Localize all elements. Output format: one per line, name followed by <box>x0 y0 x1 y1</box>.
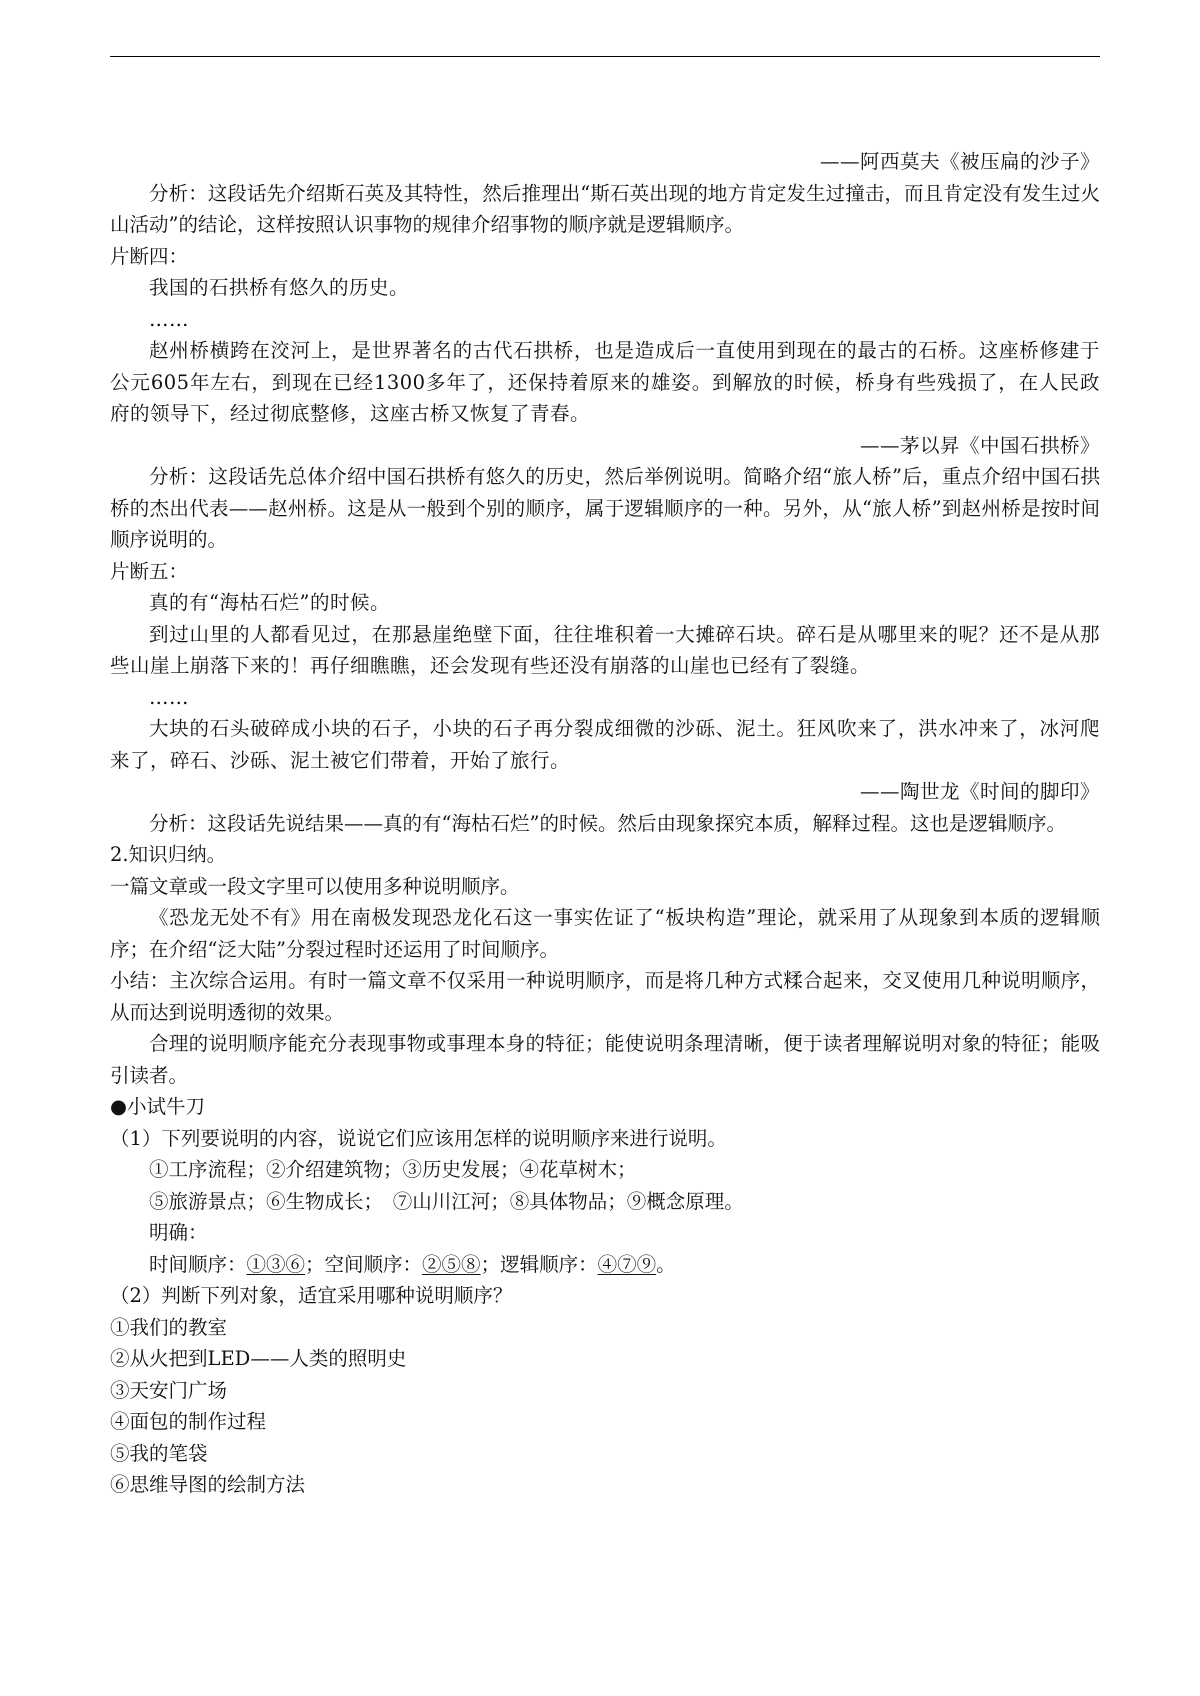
analysis-paragraph: 分析：这段话先总体介绍中国石拱桥有悠久的历史，然后举例说明。简略介绍“旅人桥”后，重点介绍中国石拱桥的杰出代表——赵州桥。这是从一般到个别的顺序，属于逻辑顺序的一种。另外，从“旅人桥”到赵州桥是按时间顺序说明的。 <box>110 465 1100 551</box>
question-2-item: ⑤我的笔袋 <box>110 1441 208 1465</box>
question-1-items: ⑤旅游景点；⑥生物成长； ⑦山川江河；⑧具体物品；⑨概念原理。 <box>149 1189 744 1213</box>
question-1: （1）下列要说明的内容，说说它们应该用怎样的说明顺序来进行说明。 <box>110 1126 727 1150</box>
question-2-item: ②从火把到LED——人类的照明史 <box>110 1347 407 1370</box>
source-citation: ——阿西莫夫《被压扁的沙子》 <box>819 150 1100 173</box>
excerpt-paragraph: 我国的石拱桥有悠久的历史。 <box>149 276 410 299</box>
ellipsis: …… <box>149 307 189 331</box>
answer-space: ②⑤⑧ <box>422 1252 481 1276</box>
excerpt-paragraph: 真的有“海枯石烂”的时候。 <box>149 591 390 614</box>
answer-line <box>110 1249 1100 1281</box>
question-2: （2）判断下列对象，适宜采用哪种说明顺序？ <box>110 1284 513 1307</box>
ellipsis: …… <box>149 685 189 709</box>
knowledge-paragraph: 一篇文章或一段文字里可以使用多种说明顺序。 <box>110 874 520 898</box>
exercise-heading: ●小试牛刀 <box>110 1095 206 1118</box>
question-2-item: ①我们的教室 <box>110 1315 228 1339</box>
analysis-paragraph: 分析：这段话先介绍斯石英及其特性，然后推理出“斯石英出现的地方肯定发生过撞击，而且肯定没有发生过火山活动”的结论，这样按照认识事物的规律介绍事物的顺序就是逻辑顺序。 <box>110 181 1100 236</box>
answer-space-label: ；空间顺序： <box>305 1252 423 1276</box>
excerpt-paragraph: 到过山里的人都看见过，在那悬崖绝壁下面，往往堆积着一大摊碎石块。碎石是从哪里来的呢？还不是从那些山崖上崩落下来的！再仔细瞧瞧，还会发现有些还没有崩落的山崖也已经有了裂缝。 <box>110 622 1100 677</box>
answer-time-label: 时间顺序： <box>149 1252 247 1276</box>
source-citation: ——茅以昇《中国石拱桥》 <box>859 433 1100 457</box>
question-2-item: ⑥思维导图的绘制方法 <box>110 1473 306 1496</box>
knowledge-heading: 2.知识归纳。 <box>110 843 227 866</box>
source-citation: ——陶世龙《时间的脚印》 <box>859 780 1100 803</box>
answer-logic: ④⑦⑨ <box>597 1252 657 1276</box>
document-body <box>110 146 1100 1501</box>
answer-logic-label: ；逻辑顺序： <box>480 1252 598 1276</box>
summary-paragraph: 小结：主次综合运用。有时一篇文章不仅采用一种说明顺序，而是将几种方式糅合起来，交叉使用几种说明顺序，从而达到说明透彻的效果。 <box>110 969 1100 1024</box>
excerpt-paragraph: 大块的石头破碎成小块的石子，小块的石子再分裂成细微的沙砾、泥土。狂风吹来了，洪水冲来了，冰河爬来了，碎石、沙砾、泥土被它们带着，开始了旅行。 <box>110 717 1100 772</box>
question-2-item: ③天安门广场 <box>110 1378 228 1402</box>
excerpt-paragraph: 赵州桥横跨在洨河上，是世界著名的古代石拱桥，也是造成后一直使用到现在的最古的石桥。这座桥修建于公元605年左右，到现在已经1300多年了，还保持着原来的雄姿。到解放的时候，桥身有些残损了，在人民政府的领导下，经过彻底整修，这座古桥又恢复了青春。 <box>110 339 1100 425</box>
knowledge-paragraph: 《恐龙无处不有》用在南极发现恐龙化石这一事实佐证了“板块构造”理论，就采用了从现象到本质的逻辑顺序；在介绍“泛大陆”分裂过程时还运用了时间顺序。 <box>110 906 1100 961</box>
analysis-paragraph: 分析：这段话先说结果——真的有“海枯石烂”的时候。然后由现象探究本质，解释过程。这也是逻辑顺序。 <box>149 811 1066 835</box>
section-heading: 片断四： <box>110 244 189 268</box>
answer-end: 。 <box>656 1252 676 1276</box>
question-1-items: ①工序流程；②介绍建筑物；③历史发展；④花草树木； <box>149 1158 637 1181</box>
knowledge-paragraph: 合理的说明顺序能充分表现事物或事理本身的特征；能使说明条理清晰，便于读者理解说明对象的特征；能吸引读者。 <box>110 1032 1100 1087</box>
header-rule <box>110 56 1100 57</box>
answer-label: 明确： <box>149 1221 208 1244</box>
answer-time: ①③⑥ <box>246 1252 306 1276</box>
section-heading: 片断五： <box>110 559 189 583</box>
question-2-item: ④面包的制作过程 <box>110 1410 267 1433</box>
